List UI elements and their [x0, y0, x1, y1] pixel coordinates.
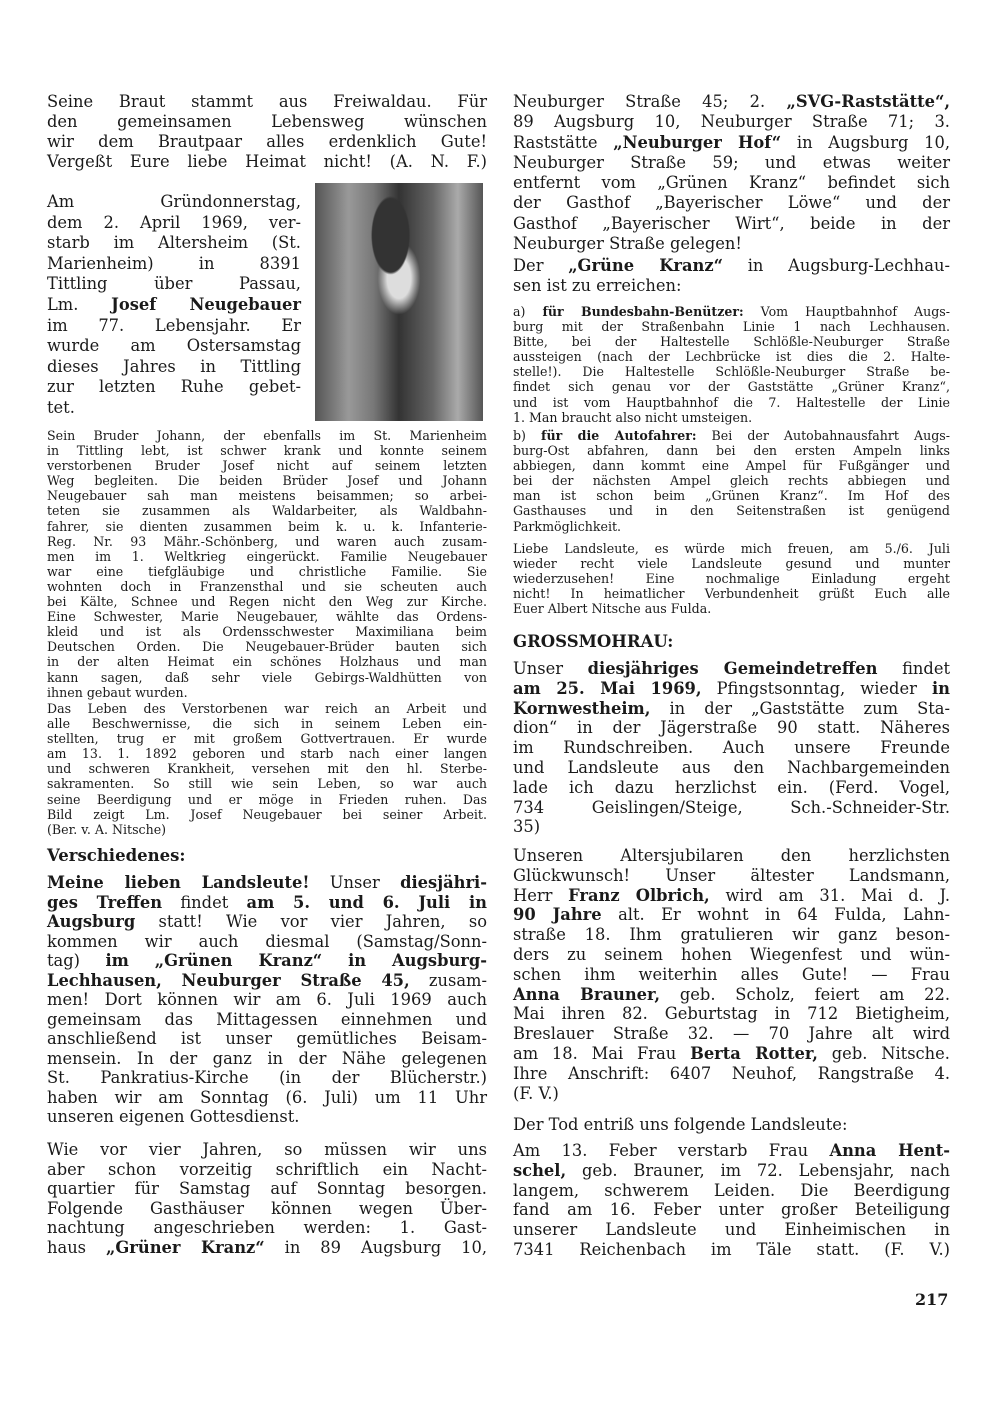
text-line — [513, 153, 950, 173]
text-line — [47, 488, 487, 503]
text-line — [513, 586, 950, 601]
deaths-intro-paragraph — [513, 1115, 950, 1135]
text: burg-Ost abfahren, dann bei den ersten Ampeln links — [513, 443, 950, 459]
text: Der Tod entriß uns folgende Landsleute: — [513, 1115, 848, 1134]
text-line — [47, 701, 487, 716]
text: fahrer, sie dienten zusammen beim k. u. k. Infanterie- — [47, 518, 487, 534]
text-line — [513, 488, 950, 503]
text: stelle!). Die Haltestelle Schlößle-Neuburger Straße be- — [513, 364, 950, 380]
bold-text: diesjähriges Gemeindetreffen — [587, 659, 878, 678]
text: Breslauer Straße 32. — 70 Jahre alt wird — [513, 1024, 950, 1044]
text: (F. V.) — [513, 1083, 559, 1103]
text: Weg begleiten. Die beiden Brüder Josef und Johann — [47, 473, 487, 489]
bold-text: „Neuburger Hof“ — [613, 132, 782, 152]
text-line — [47, 609, 487, 624]
text: Gasthauses und in den Seitenstraßen ist genügend — [513, 503, 950, 519]
text-line — [513, 503, 950, 518]
text-line — [513, 679, 950, 699]
text-line — [513, 556, 950, 571]
text: sakramenten. So still wie sein Leben, so war auch — [47, 776, 487, 792]
text: Vergeßt Eure liebe Heimat nicht! (A. N. F.) — [47, 152, 487, 171]
text: Ihre Anschrift: 6407 Neuhof, Rangstraße 4. — [513, 1063, 950, 1083]
text-line — [513, 758, 950, 778]
bold-text: Kornwestheim, — [513, 698, 651, 718]
text-line — [513, 886, 950, 906]
text: Vom Hauptbahnhof Augs- — [743, 304, 951, 319]
text-line — [47, 336, 301, 357]
text: unserer Landsleute und Einheimischen in — [513, 1220, 950, 1240]
text: Eine Schwester, Marie Neugebauer, wählte das Ordens- — [47, 609, 487, 625]
text: war eine tiefgläubige und christliche Familie. Sie — [47, 563, 487, 579]
text-line — [47, 990, 487, 1010]
community-meeting-paragraph — [513, 659, 950, 837]
text: wir dem Brautpaar alles erdenklich Gute! — [47, 132, 487, 151]
text: lade ich dazu herzlichst ein. (Ferd. Vogel, — [513, 777, 950, 797]
text-line — [513, 1181, 950, 1201]
text: 89 Augsburg 10, Neuburger Straße 71; 3. — [513, 112, 950, 132]
text: Sein Bruder Johann, der ebenfalls im St. Marienheim — [47, 428, 487, 443]
text: Tittling über Passau, — [47, 274, 301, 294]
bold-text: Josef Neugebauer — [111, 294, 301, 314]
text-line — [513, 1220, 950, 1240]
text-line — [47, 1049, 487, 1069]
bold-text: „Grüner Kranz“ — [106, 1237, 265, 1257]
text-line — [513, 1161, 950, 1181]
text-line — [513, 334, 950, 349]
text-line — [513, 718, 950, 738]
text-line — [47, 458, 487, 473]
inns-paragraph — [513, 92, 950, 254]
bold-text: „SVG-Raststätte“, — [786, 92, 950, 111]
text: Herr — [513, 885, 569, 905]
text-line — [47, 807, 487, 822]
text: zur letzten Ruhe gebet- — [47, 377, 301, 397]
text: und schweren Krankheit, versehen mit den hl. Sterbe- — [47, 761, 487, 777]
text-line — [513, 473, 950, 488]
text: fand am 16. Feber unter großer Beteiligung — [513, 1200, 950, 1220]
directions-intro-paragraph — [513, 256, 950, 296]
text: St. Pankratius-Kirche (in der Blücherstr.) — [47, 1068, 487, 1087]
bold-text: Augsburg — [47, 912, 136, 931]
text: in Augsburg-Lechhau- — [723, 256, 950, 275]
text-line — [513, 92, 950, 112]
text: straße 18. Ihm gratulieren wir ganz beson- — [513, 925, 950, 945]
intro-paragraph — [47, 92, 487, 172]
text: nicht! In heimatlicher Verbundenheit grüßt Euch alle — [513, 586, 950, 602]
text-line — [513, 364, 950, 379]
text: b) — [513, 428, 542, 443]
text-line — [513, 443, 950, 458]
text: (Ber. v. A. Nitsche) — [47, 821, 167, 837]
text-line — [513, 866, 950, 886]
text-line — [513, 234, 950, 254]
text-line — [47, 951, 487, 971]
bold-text: Anna Brauner, — [513, 984, 661, 1004]
text-line — [47, 1140, 487, 1160]
bold-text: im „Grünen Kranz“ in Augsburg- — [105, 951, 488, 970]
text-line — [47, 912, 487, 932]
text: wird am 31. Mai d. J. — [709, 885, 950, 905]
text-line — [47, 377, 301, 398]
meeting-announcement-paragraph — [47, 873, 487, 1127]
text: verstorbenen Bruder Josef nicht auf seinem letzten — [47, 458, 487, 474]
text-line — [47, 1010, 487, 1030]
text: men im 1. Weltkrieg eingerückt. Familie Neugebauer — [47, 548, 487, 564]
directions-train-paragraph — [513, 304, 950, 425]
text-line — [513, 173, 950, 193]
text: Glückwunsch! Unser ältester Landsmann, — [513, 865, 950, 885]
bold-text: für die Autofahrer: — [541, 428, 697, 443]
text: bei Kälte, Schnee und Regen nicht den Weg zur Kirche. — [47, 594, 487, 610]
text-line — [513, 965, 950, 985]
text: Bei der Autobahnausfahrt Augs- — [696, 428, 951, 443]
text: statt! Wie vor vier Jahren, so — [135, 912, 487, 931]
text: stellten, trug er mit großem Gottvertrauen. Er wurde — [47, 731, 487, 747]
text-line — [47, 549, 487, 564]
text: langem, schwerem Leiden. Die Beerdigung — [513, 1180, 950, 1200]
text: Der — [513, 256, 569, 275]
text-line — [47, 443, 487, 458]
text: ders zu seinem hohen Wiegenfest und wün- — [513, 944, 950, 964]
text: Deutschen Orden. Die Neugebauer-Brüder bauten sich — [47, 639, 487, 655]
text: entfernt vom „Grünen Kranz“ befindet sich — [513, 173, 950, 193]
text-line — [513, 985, 950, 1005]
text: kommen wir auch diesmal (Samstag/Sonn- — [47, 931, 487, 951]
text: alle Beschwernisse, die sich in seinem Leben ein- — [47, 716, 487, 732]
section-heading-verschiedenes: Verschiedenes: — [47, 846, 186, 865]
text-line — [47, 822, 487, 837]
text-line — [47, 132, 487, 152]
text-line — [47, 716, 487, 731]
text: Gasthof „Bayerischer Wirt“, beide in der — [513, 213, 950, 233]
text: gemeinsam das Mittagessen einnehmen und — [47, 1009, 487, 1029]
text-line — [513, 410, 950, 425]
birthdays-paragraph — [513, 846, 950, 1103]
text-line — [47, 152, 487, 172]
text: tet. — [47, 397, 75, 417]
text-line — [513, 699, 950, 719]
text-line — [47, 519, 487, 534]
text: im Rundschreiben. Auch unsere Freunde — [513, 738, 950, 758]
text-line — [47, 932, 487, 952]
text-line — [513, 1141, 950, 1161]
text: quartier für Samstag auf Sonntag besorgen. — [47, 1179, 487, 1198]
text: wohnten doch in Franzensthal und sie scheuten auch — [47, 578, 487, 594]
text-line — [47, 428, 487, 443]
text-line — [513, 349, 950, 364]
bold-text: in — [931, 678, 950, 698]
accommodation-paragraph — [47, 1140, 487, 1257]
text: Neugebauer sah man meistens beisammen; so arbei- — [47, 488, 487, 504]
text: findet sich genau vor der Gaststätte „Grüner Kranz“, — [513, 379, 950, 395]
text: kann sagen, daß sehr viele Gebirgs-Waldhütten von — [47, 669, 487, 685]
text: mensein. In der ganz in der Nähe gelegenen — [47, 1048, 487, 1068]
text: haben wir am Sonntag (6. Juli) um 11 Uhr — [47, 1087, 487, 1107]
text-line — [513, 601, 950, 616]
text: starb im Altersheim (St. — [47, 233, 301, 253]
text: 7341 Reichenbach im Täle statt. (F. V.) — [513, 1239, 950, 1259]
text-line — [47, 92, 487, 112]
text: Unseren Altersjubilaren den herzlichsten — [513, 846, 950, 865]
text-line — [47, 761, 487, 776]
text: unseren eigenen Gottesdienst. — [47, 1107, 300, 1126]
bold-text: ges Treffen — [47, 892, 163, 912]
text-line — [513, 256, 950, 276]
text: wurde am Ostersamstag — [47, 336, 301, 356]
text: kleid und ist als Ordensschwester Maximiliana beim — [47, 624, 487, 640]
text-line — [513, 778, 950, 798]
text: findet — [877, 659, 951, 678]
text: und ist vom Hauptbahnhof die 7. Haltestelle der Linie — [513, 394, 950, 410]
text-line — [47, 1238, 487, 1258]
text-line — [47, 1029, 487, 1049]
bold-text: schel, — [513, 1160, 567, 1180]
text: Pfingstsonntag, wieder — [701, 678, 932, 698]
text-line — [47, 971, 487, 991]
text-line — [47, 731, 487, 746]
text: Seine Braut stammt aus Freiwaldau. Für — [47, 92, 487, 111]
text-line — [513, 1024, 950, 1044]
text: Bitte, bei der Haltestelle Schlößle-Neuburger Straße — [513, 334, 950, 350]
text: Raststätte — [513, 132, 614, 152]
text-line — [513, 1200, 950, 1220]
obituary-detail-paragraph-2 — [47, 701, 487, 837]
text: teten sie zusammen als Waldarbeiter, als Waldbahn- — [47, 503, 487, 519]
text-line — [513, 925, 950, 945]
text: seine Beerdigung und er möge in Frieden ruhen. Das — [47, 791, 487, 807]
text: dem 2. April 1969, ver- — [47, 212, 301, 232]
text: bei der nächsten Ampel gleich rechts abbiegen und — [513, 473, 950, 489]
text: ihnen gebaut wurden. — [47, 684, 188, 700]
text-line — [47, 1107, 487, 1127]
text-line — [47, 685, 487, 700]
text: Liebe Landsleute, es würde mich freuen, am 5./6. Juli — [513, 541, 950, 556]
obituary-detail-paragraph — [47, 428, 487, 700]
obituary-paragraph — [47, 192, 301, 419]
text: aussteigen (nach der Lechbrücke ist dies die 2. Halte- — [513, 349, 950, 365]
text: findet — [162, 892, 247, 912]
text: in 89 Augsburg 10, — [264, 1237, 487, 1257]
text: Am Gründonnerstag, — [47, 192, 301, 211]
text: schen ihm weiterhin alles Gute! — Frau — [513, 964, 950, 984]
bold-text: Lechhausen, Neuburger Straße 45, — [47, 970, 410, 990]
text: dieses Jahres in Tittling — [47, 356, 301, 376]
text-line — [47, 1068, 487, 1088]
text: in Augsburg 10, — [781, 132, 951, 152]
text-line — [513, 193, 950, 213]
text: am 13. 1. 1892 geboren und starb nach einer langen — [47, 746, 487, 762]
text-line — [513, 1115, 950, 1135]
text-line — [513, 214, 950, 234]
text-line — [513, 905, 950, 925]
text-line — [47, 624, 487, 639]
text-line — [513, 379, 950, 394]
photo-josef-neugebauer — [315, 183, 483, 421]
text-line — [513, 571, 950, 586]
text-line — [513, 846, 950, 866]
text: Das Leben des Verstorbenen war reich an Arbeit und — [47, 701, 487, 716]
text-line — [47, 112, 487, 132]
bold-text: Anna Hent- — [829, 1141, 950, 1160]
text: burg mit der Straßenbahn Linie 1 nach Lechhausen. — [513, 319, 950, 335]
text: in der „Gaststätte zum Sta- — [650, 698, 950, 718]
text: Folgende Gasthäuser können wegen Über- — [47, 1198, 487, 1218]
text: Bild zeigt Lm. Josef Neugebauer bei seiner Arbeit. — [47, 806, 487, 822]
text: Euer Albert Nitsche aus Fulda. — [513, 601, 712, 617]
directions-car-paragraph — [513, 428, 950, 534]
text: den gemeinsamen Lebensweg wünschen — [47, 112, 487, 131]
text: haus — [47, 1237, 107, 1257]
text-line — [47, 357, 301, 378]
text-line — [513, 458, 950, 473]
text-line — [513, 133, 950, 153]
text-line — [47, 1218, 487, 1238]
text-line — [47, 564, 487, 579]
text-line — [47, 1199, 487, 1219]
text: Wie vor vier Jahren, so müssen wir uns — [47, 1140, 487, 1159]
text: in der alten Heimat ein schönes Holzhaus und man — [47, 654, 487, 670]
bold-text: für Bundesbahn-Benützer: — [542, 304, 744, 319]
text: wieder recht viele Landsleute gesund und munter — [513, 556, 950, 572]
text: Parkmöglichkeit. — [513, 518, 622, 534]
text: Marienheim) in 8391 — [47, 253, 301, 273]
text: in Tittling lebt, ist schwer krank und konnte seinem — [47, 443, 487, 459]
text: Neuburger Straße 59; und etwas weiter — [513, 152, 950, 172]
text-line — [513, 1064, 950, 1084]
text: abbiegen, dann kommt eine Ampel für Fußgänger und — [513, 458, 950, 474]
text-line — [47, 670, 487, 685]
text-line — [513, 541, 950, 556]
text-line — [513, 817, 950, 837]
bold-text: diesjähri- — [400, 873, 487, 892]
text-line — [47, 192, 301, 213]
text: 35) — [513, 817, 541, 837]
text-line — [513, 1004, 950, 1024]
text: geb. Scholz, feiert am 22. — [660, 984, 950, 1004]
text: Lm. — [47, 294, 112, 314]
text-line — [47, 746, 487, 761]
text-line — [513, 519, 950, 534]
text-line — [47, 1179, 487, 1199]
text-line — [47, 398, 301, 419]
text-line — [513, 659, 950, 679]
text-line — [47, 295, 301, 316]
text-line — [47, 873, 487, 893]
text: im 77. Lebensjahr. Er — [47, 315, 301, 335]
text: geb. Brauner, im 72. Lebensjahr, nach — [566, 1160, 950, 1180]
text-line — [47, 893, 487, 913]
text: 1. Man braucht also nicht umsteigen. — [513, 409, 753, 425]
text-line — [47, 503, 487, 518]
text-line — [513, 1084, 950, 1104]
text-line — [513, 304, 950, 319]
deaths-paragraph — [513, 1141, 950, 1260]
text: Unser — [513, 659, 588, 678]
text-line — [513, 395, 950, 410]
text: men! Dort können wir am 6. Juli 1969 auch — [47, 990, 487, 1009]
text-line — [47, 1160, 487, 1180]
text: Reg. Nr. 93 Mähr.-Schönberg, und waren auch zusam- — [47, 533, 487, 549]
text: Neuburger Straße gelegen! — [513, 234, 742, 254]
text-line — [513, 945, 950, 965]
text-line — [513, 319, 950, 334]
text-line — [513, 1240, 950, 1260]
text: der Gasthof „Bayerischer Löwe“ und der — [513, 193, 950, 213]
bold-text: 90 Jahre — [513, 905, 602, 925]
text-line — [513, 738, 950, 758]
text: aber schon vorzeitig schriftlich ein Nacht- — [47, 1159, 487, 1179]
text: zusam- — [409, 970, 487, 990]
text-line — [47, 654, 487, 669]
text: Am 13. Feber verstarb Frau — [513, 1141, 830, 1160]
text: anschließend ist unser gemütliches Beisam- — [47, 1029, 487, 1048]
text: Neuburger Straße 45; 2. — [513, 92, 787, 111]
text-line — [47, 254, 301, 275]
bold-text: am 5. und 6. Juli in — [246, 892, 487, 912]
text-line — [513, 276, 950, 296]
text: man ist schon beim „Grünen Kranz“. Im Hof des — [513, 488, 950, 504]
text: Mai ihren 82. Geburtstag in 712 Bietigheim, — [513, 1004, 950, 1024]
text-line — [513, 112, 950, 132]
text-line — [513, 798, 950, 818]
text-line — [47, 534, 487, 549]
text-line — [513, 1044, 950, 1064]
text: am 18. Mai Frau — [513, 1043, 691, 1063]
text-line — [47, 792, 487, 807]
text-line — [47, 1088, 487, 1108]
bold-text: „Grüne Kranz“ — [568, 256, 723, 275]
text-line — [513, 428, 950, 443]
text-line — [47, 233, 301, 254]
text: nachtung angeschrieben werden: 1. Gast- — [47, 1218, 487, 1237]
page-number: 217 — [915, 1290, 949, 1309]
text: a) — [513, 304, 543, 319]
text: 734 Geislingen/Steige, Sch.-Schneider-Str. — [513, 797, 950, 817]
section-heading-grossmohrau: GROSSMOHRAU: — [513, 632, 674, 651]
bold-text: Franz Olbrich, — [568, 885, 710, 905]
text: geb. Nitsche. — [817, 1043, 950, 1063]
bold-text: Meine lieben Landsleute! — [47, 873, 310, 892]
text-line — [47, 473, 487, 488]
bold-text: am 25. Mai 1969, — [513, 678, 702, 698]
text: wiederzusehen! Eine nochmalige Einladung ergeht — [513, 571, 950, 587]
bold-text: Berta Rotter, — [690, 1043, 818, 1063]
text-line — [47, 213, 301, 234]
text-line — [47, 316, 301, 337]
text-line — [47, 776, 487, 791]
text-line — [47, 274, 301, 295]
text: sen ist zu erreichen: — [513, 276, 682, 295]
text-line — [47, 639, 487, 654]
closing-greeting-paragraph — [513, 541, 950, 616]
text-line — [47, 579, 487, 594]
text: alt. Er wohnt in 64 Fulda, Lahn- — [601, 905, 950, 925]
text: dion“ in der Jägerstraße 90 statt. Näheres — [513, 718, 950, 738]
text: und Landsleute aus den Nachbargemeinden — [513, 757, 950, 777]
text: Unser — [309, 873, 401, 892]
text-line — [47, 594, 487, 609]
text: tag) — [47, 951, 106, 970]
